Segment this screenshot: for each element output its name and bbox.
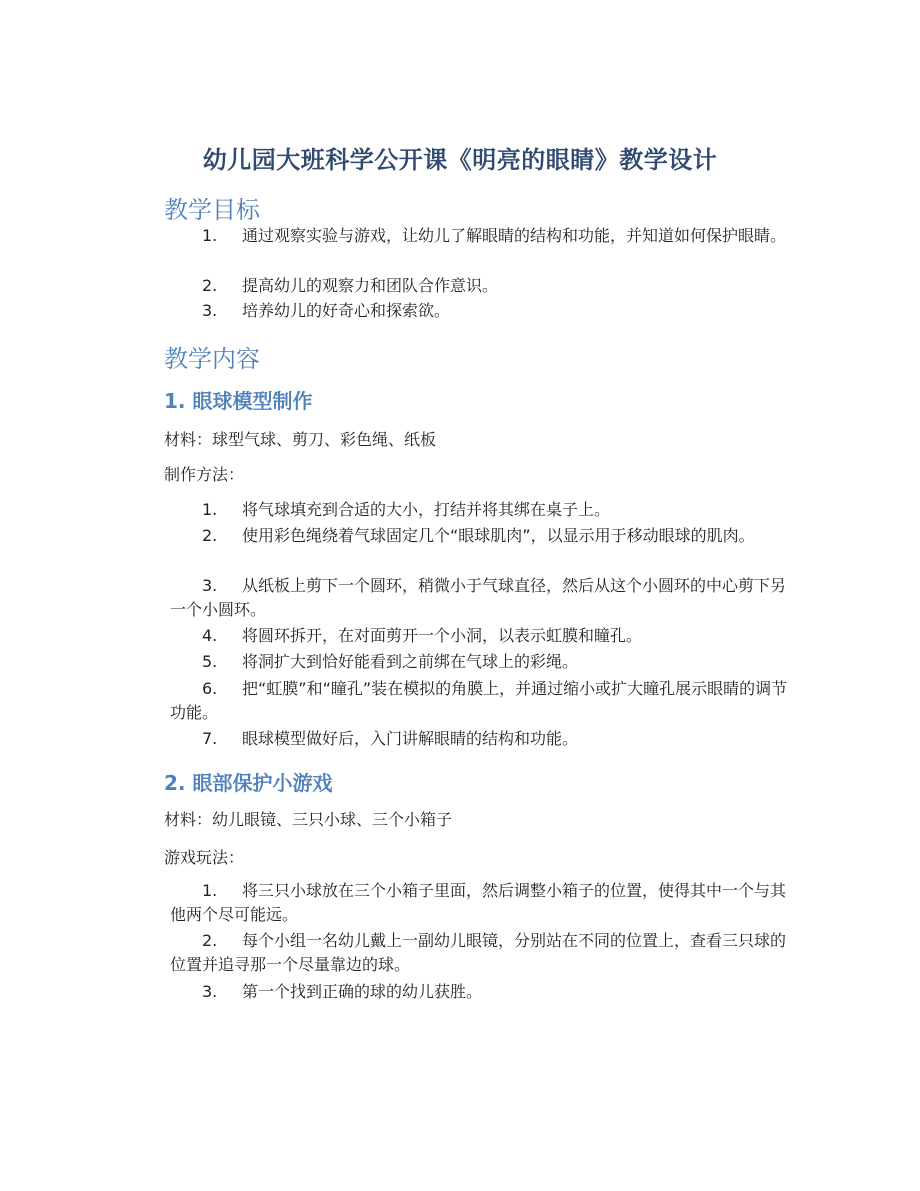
step-item [170, 727, 790, 751]
section2-materials: 材料：幼儿眼镜、三只小球、三个小箱子 [164, 810, 453, 829]
step-number: 6. [202, 679, 218, 698]
step-text: 从纸板上剪下一个圆环，稍微小于气球直径，然后从这个小圆环的中心剪下另一个小圆环。 [170, 576, 787, 619]
goal-text: 通过观察实验与游戏，让幼儿了解眼睛的结构和功能，并知道如何保护眼睛。 [242, 226, 787, 245]
step-item [170, 574, 790, 622]
step-text: 第一个找到正确的球的幼儿获胜。 [242, 982, 483, 1001]
goal-number: 3. [202, 301, 218, 320]
step-text: 将气球填充到合适的大小，打结并将其绑在桌子上。 [242, 500, 611, 519]
section2-heading: 2. 眼部保护小游戏 [164, 771, 333, 795]
goal-text: 培养幼儿的好奇心和探索欲。 [242, 301, 451, 320]
step-item [170, 624, 790, 648]
step-item [170, 980, 790, 1004]
step-text: 每个小组一名幼儿戴上一副幼儿眼镜，分别站在不同的位置上，查看三只球的位置并追寻那一个尽量靠边的球。 [170, 931, 787, 974]
step-number: 1. [202, 881, 218, 900]
step-item [170, 879, 790, 927]
step-number: 3. [202, 576, 218, 595]
goals-heading: 教学目标 [164, 196, 260, 224]
section1-materials: 材料：球型气球、剪刀、彩色绳、纸板 [164, 430, 437, 449]
step-number: 2. [202, 526, 218, 545]
goal-number: 1. [202, 226, 218, 245]
step-text: 使用彩色绳绕着气球固定几个“眼球肌肉”，以显示用于移动眼球的肌肉。 [242, 526, 755, 545]
goal-item [170, 274, 790, 298]
step-number: 2. [202, 931, 218, 950]
step-item [170, 498, 790, 522]
goal-item [170, 299, 790, 323]
step-item [170, 650, 790, 674]
page-title: 幼儿园大班科学公开课《明亮的眼睛》教学设计 [202, 146, 718, 174]
section2-method-label: 游戏玩法： [164, 848, 245, 867]
step-text: 把“虹膜”和“瞳孔”装在模拟的角膜上，并通过缩小或扩大瞳孔展示眼睛的调节功能。 [170, 679, 788, 722]
step-number: 1. [202, 500, 218, 519]
goal-number: 2. [202, 276, 218, 295]
section1-heading: 1. 眼球模型制作 [164, 389, 313, 413]
step-item [170, 677, 790, 725]
step-text: 将洞扩大到恰好能看到之前绑在气球上的彩绳。 [242, 652, 579, 671]
step-item [170, 524, 790, 548]
goal-item [170, 224, 790, 248]
step-number: 3. [202, 982, 218, 1001]
step-text: 将圆环拆开，在对面剪开一个小洞，以表示虹膜和瞳孔。 [242, 626, 643, 645]
step-number: 7. [202, 729, 218, 748]
step-number: 4. [202, 626, 218, 645]
step-text: 眼球模型做好后，入门讲解眼睛的结构和功能。 [242, 729, 579, 748]
goal-text: 提高幼儿的观察力和团队合作意识。 [242, 276, 499, 295]
content-heading: 教学内容 [164, 345, 260, 373]
section1-method-label: 制作方法： [164, 465, 245, 484]
step-item [170, 929, 790, 977]
step-number: 5. [202, 652, 218, 671]
step-text: 将三只小球放在三个小箱子里面，然后调整小箱子的位置，使得其中一个与其他两个尽可能远。 [170, 881, 787, 924]
